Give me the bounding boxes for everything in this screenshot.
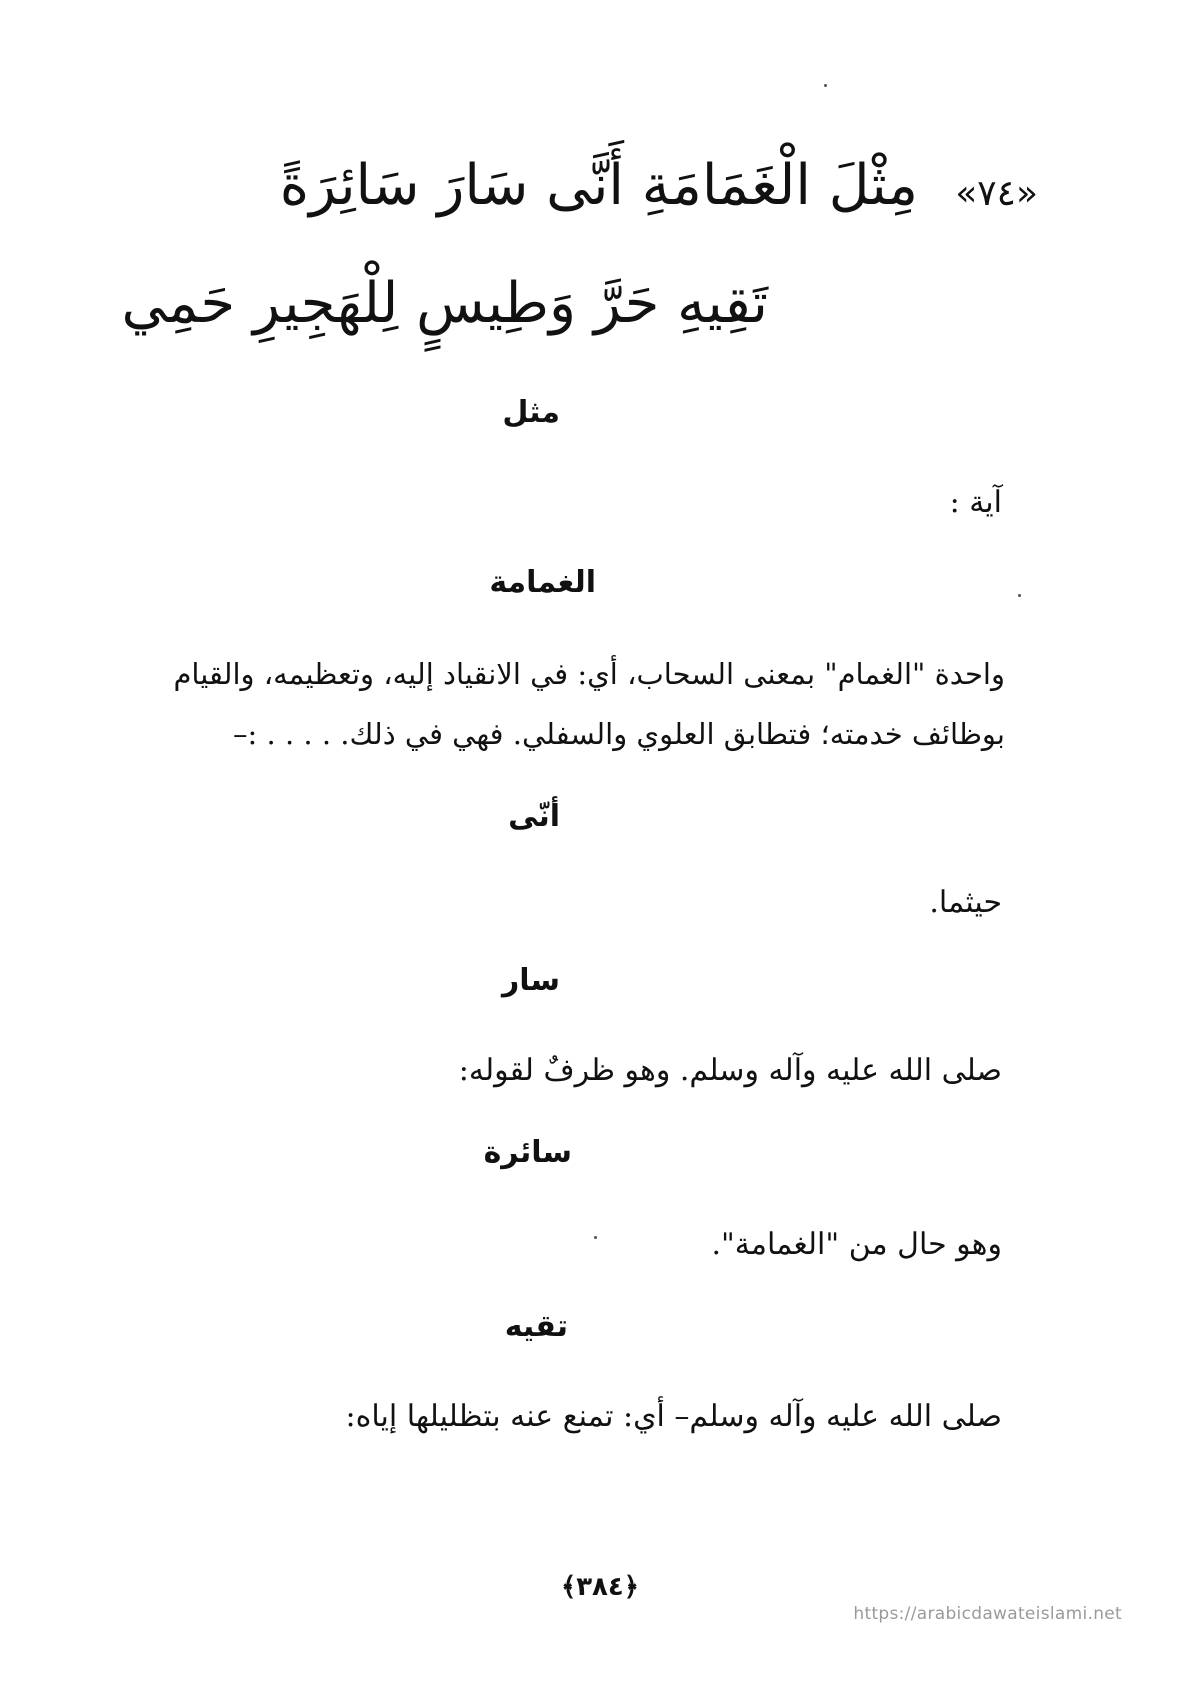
verse-line-2: تَقِيهِ حَرَّ وَطِيسٍ لِلْهَجِيرِ حَمِي	[121, 271, 768, 336]
entry-heading-ghamama: الغمامة	[489, 565, 596, 600]
paragraph-line-2: بوظائف خدمته؛ فتطابق العلوي والسفلي. فهي في ذلك. . . . . :–	[233, 717, 1005, 751]
website-watermark: https://arabicdawateislami.net	[853, 1604, 1122, 1624]
entry-text-taqih: صلى الله عليه وآله وسلم– أي: تمنع عنه بتظليلها إياه:	[345, 1399, 1002, 1434]
entry-heading-mithl: مثل	[502, 395, 560, 430]
entry-text-sara: صلى الله عليه وآله وسلم. وهو ظرفٌ لقوله:	[458, 1053, 1002, 1088]
entry-text-mithl: آية :	[949, 485, 1002, 520]
scan-speck	[594, 1236, 597, 1239]
verse-number: «٧٤»	[955, 173, 1038, 214]
entry-heading-sara: سار	[501, 963, 560, 998]
paragraph-line-1: واحدة "الغمام" بمعنى السحاب، أي: في الانقياد إليه، وتعظيمه، والقيام	[173, 657, 1005, 691]
entry-heading-saira: سائرة	[483, 1135, 572, 1170]
scan-speck	[1018, 594, 1021, 597]
entry-text-anna: حيثما.	[929, 885, 1002, 920]
scan-speck	[824, 84, 827, 87]
entry-heading-anna: أنّى	[508, 799, 560, 834]
entry-paragraph-ghamama	[65, 644, 1005, 764]
page-number: ﴿٣٨٤﴾	[560, 1572, 640, 1602]
entry-heading-taqih: تقيه	[504, 1309, 568, 1344]
verse-line-1: مِثْلَ الْغَمَامَةِ أَنَّى سَارَ سَائِرَةً	[279, 153, 918, 218]
entry-text-saira: وهو حال من "الغمامة".	[711, 1227, 1002, 1262]
